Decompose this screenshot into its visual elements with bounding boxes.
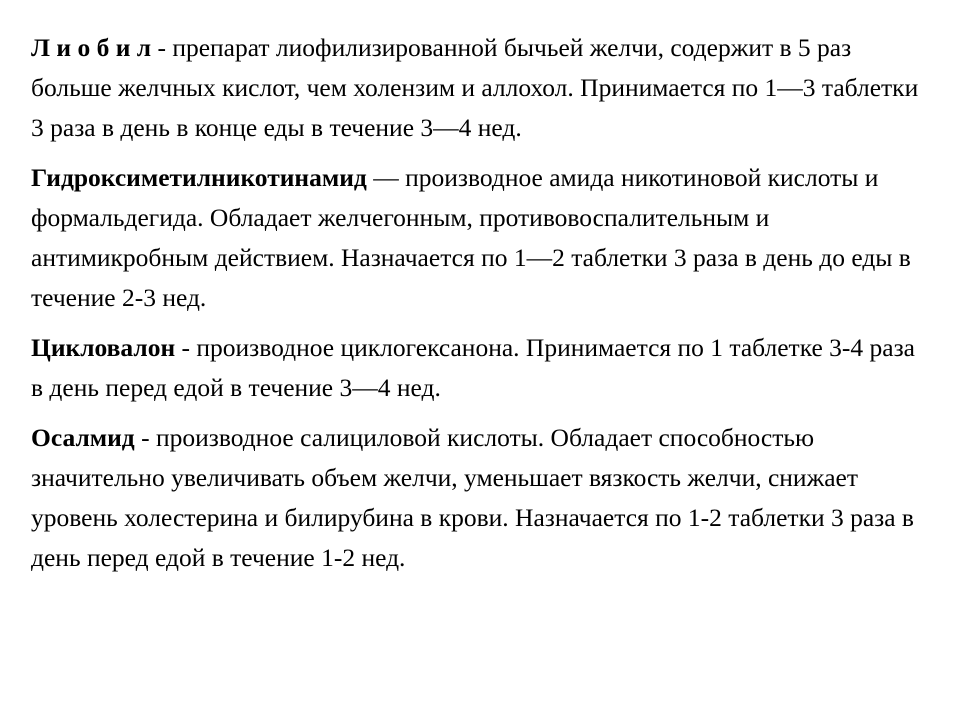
drug-description-hydroxymethylnicotinamide: — производное амида никотиновой кислоты и формальдегида. Обладает желчегонным, противовоспалительным и антимикробным действием. Назначается по 1—2 таблетки 3 раза в день до еды в течение 2-3 нед. <box>31 163 911 312</box>
paragraph-liobil <box>31 28 931 148</box>
paragraph-cyclovalone <box>31 328 931 408</box>
text-content <box>31 28 931 588</box>
drug-name-liobil: Л и о б и л <box>31 33 152 62</box>
drug-description-osalmid: - производное салициловой кислоты. Обладает способностью значительно увеличивать объем желчи, уменьшает вязкость желчи, снижает уровень холестерина и билирубина в крови. Назначается по 1-2 таблетки 3 раза в день перед едой в течение 1-2 нед. <box>31 423 914 572</box>
paragraph-osalmid <box>31 418 931 578</box>
drug-description-liobil: - препарат лиофилизированной бычьей желчи, содержит в 5 раз больше желчных кислот, чем холензим и аллохол. Принимается по 1—3 таблетки 3 раза в день в конце еды в течение 3—4 нед. <box>31 33 919 142</box>
drug-name-osalmid: Осалмид <box>31 423 135 452</box>
drug-description-cyclovalone: - производное циклогексанона. Принимается по 1 таблетке 3-4 раза в день перед едой в течение 3—4 нед. <box>31 333 915 402</box>
drug-name-hydroxymethylnicotinamide: Гидроксиметилникотинамид <box>31 163 367 192</box>
paragraph-hydroxymethylnicotinamide <box>31 158 931 318</box>
drug-name-cyclovalone: Цикловалон <box>31 333 176 362</box>
